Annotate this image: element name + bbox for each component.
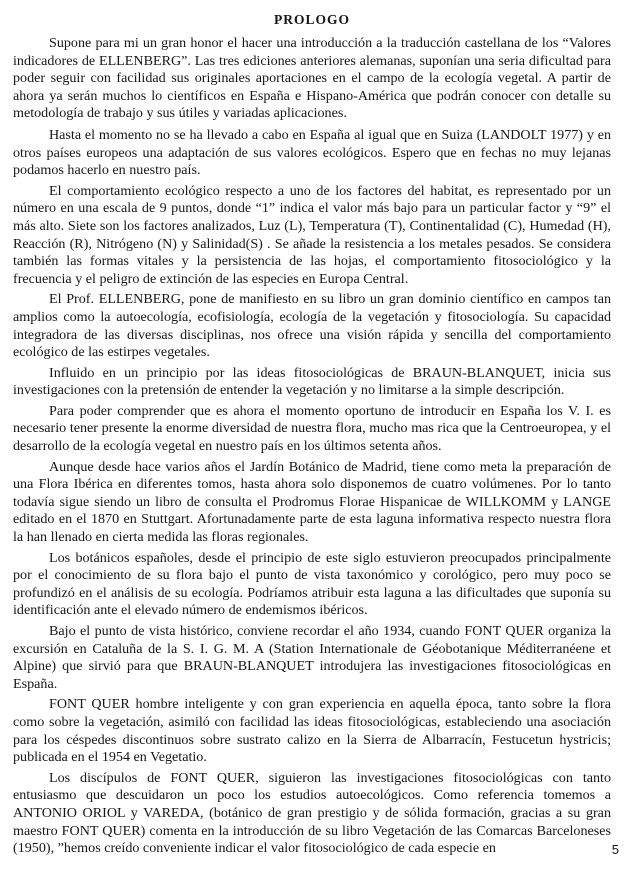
paragraph-10: FONT QUER hombre inteligente y con gran experiencia en aquella época, tanto sobre la flora como sobre la vegetación, asimiló con facilidad las ideas fitosociológicas, estableciendo una asociación para los céspedes discontinuos sobre sustrato calizo en la Sierra de Albarracín, Festucetun hystricis; publicada en el 1954 en Vegetatio. <box>13 696 611 766</box>
paragraph-7: Aunque desde hace varios años el Jardín Botánico de Madrid, tiene como meta la preparación de una Flora Ibérica en diferentes tomos, hasta ahora solo disponemos de cuatro volúmenes. Por lo tanto todavía sigue siendo un libro de consulta el Prodromus Florae Hispanicae de WILLKOMM y LANGE editado en el 1870 en Stuttgart. Afortunadamente parte de esta laguna informativa respecto nuestra flora la han llenado en cierta medida las floras regionales. <box>13 458 611 546</box>
paragraph-9: Bajo el punto de vista histórico, conviene recordar el año 1934, cuando FONT QUER organiza la excursión en Cataluña de la S. I. G. M. A (Station Internationale de Géobotanique Méditerranéene et Alpine) que sirvió para que BRAUN-BLANQUET introdujera las investigaciones fitosociológicas en España. <box>13 623 611 692</box>
paragraph-3: El comportamiento ecológico respecto a uno de los factores del habitat, es representado por un número en una escala de 9 puntos, donde “1” indica el valor más bajo para un particular factor y “9” el más alto. Siete son los factores analizados, Luz (L), Temperatura (T), Continentalidad (C), Humedad (H), Reacción (R), Nitrógeno (N) y Salinidad(S) . Se añade la resistencia a los metales pesados. Se considera también las formas vitales y la persistencia de las hojas, el comportamiento fitosociológico y la frecuencia y el peligro de extinción de las especies en Europa Central. <box>13 182 611 287</box>
paragraph-8: Los botánicos españoles, desde el principio de este siglo estuvieron preocupados principalmente por el conocimiento de su flora bajo el punto de vista taxonómico y corológico, pero muy poco se profundizó en el análisis de su ecología. Podríamos atribuir esta laguna a las dificultades que suponía su identificación ante el elevado número de endemismos ibéricos. <box>13 549 611 619</box>
paragraph-4: El Prof. ELLENBERG, pone de manifiesto en su libro un gran dominio científico en campos tan amplios como la autoecología, ecofisiología, ecología de la vegetación y fitosociología. Su capacidad integradora de las diversas disciplinas, nos ofrece una visión rápida y sencilla del comportamiento ecológico de las estirpes vegetales. <box>13 291 611 361</box>
page-number: 5 <box>611 842 619 857</box>
paragraph-2: Hasta el momento no se ha llevado a cabo en España al igual que en Suiza (LANDOLT 1977) y en otros países europeos una adaptación de sus valores ecológicos. Espero que en fechas no muy lejanas podamos hacerlo en nuestro país. <box>13 126 611 179</box>
page-title: PROLOGO <box>273 12 350 27</box>
paragraph-1: Supone para mi un gran honor el hacer una introducción a la traducción castellana de los “Valores indicadores de ELLENBERG”. Las tres ediciones anteriores alemanas, suponían una seria dificultad para poder seguir con facilidad sus originales aportaciones en el campo de la ecología vegetal. A partir de ahora ya serán muchos lo científicos en España e Hispano-América que podrán conocer con detalle su metodología de trabajo y sus útiles y variadas aplicaciones. <box>13 35 611 122</box>
paragraph-6: Para poder comprender que es ahora el momento oportuno de introducir en España los V. I. es necesario tener presente la enorme diversidad de nuestra flora, mucho mas rica que la Centroeuropea, y el desarrollo de la ecología vegetal en nuestro país en los últimos setenta años. <box>13 402 611 455</box>
paragraph-11: Los discípulos de FONT QUER, siguieron las investigaciones fitosociológicas con tanto entusiasmo que descuidaron un poco los estudios autoecológicos. Como referencia tomemos a ANTONIO ORIOL y VAREDA, (botánico de gran prestigio y de sólida formación, gracias a su gran maestro FONT QUER) comenta en la introducción de su libro Vegetación de las Comarcas Barceloneses (1950), ”hemos creído conveniente indicar el valor fitosociológico de cada especie en <box>13 769 611 857</box>
paragraph-5: Influido en un principio por las ideas fitosociológicas de BRAUN-BLANQUET, inicia sus investigaciones con la pretensión de entender la vegetación y no limitarse a la simple descripción. <box>13 364 611 399</box>
